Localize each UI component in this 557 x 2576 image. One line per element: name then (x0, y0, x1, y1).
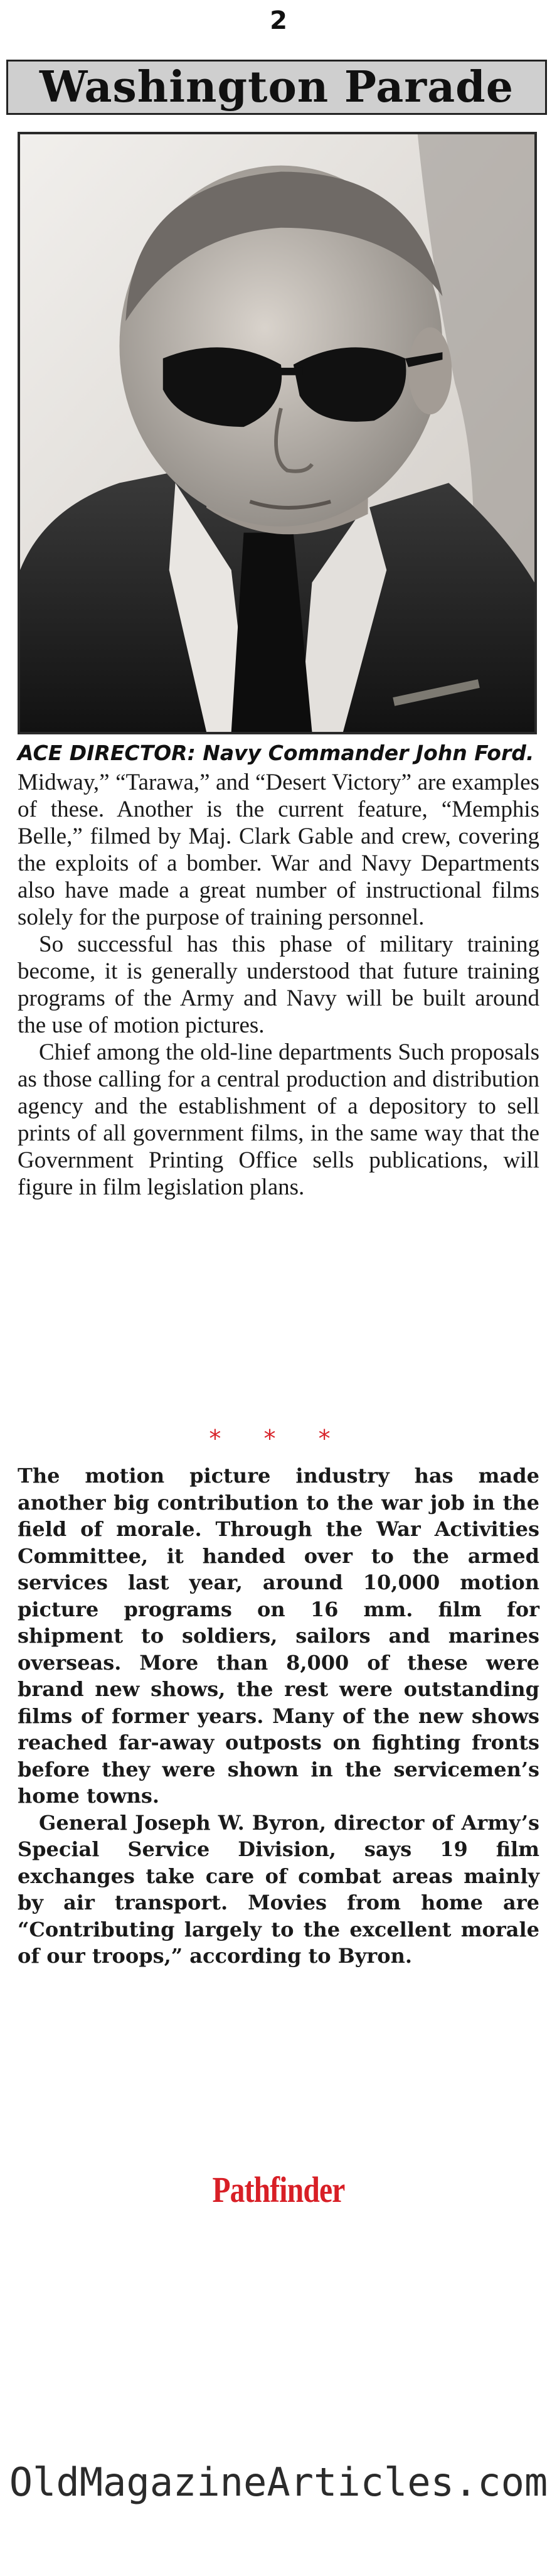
article-paragraph: So successful has this phase of military training become, it is generally understood that future training programs of the Army and Navy will be built around the use of motion pictures. (18, 931, 539, 1038)
source-watermark: OldMagazineArticles.com (9, 2459, 548, 2505)
portrait-photo (18, 132, 537, 734)
article-paragraph: Chief among the old-line departments Such proposals as those calling for a central production and distribution agency and the establishment of a depository to sell prints of all government films, in the same way that the Government Printing Office sells publications, will figure in film legislation plans. (18, 1039, 539, 1200)
section-masthead (6, 60, 547, 115)
bold-paragraph: The motion picture industry has made another big contribution to the war job in the field of morale. Through the War Activities Committee, it handed over to the armed services last year, around 10,000 motion picture programs on 16 mm. film for shipment to soldiers, sailors and marines overseas. More than 8,000 of these were brand new shows, the rest were outstanding films of former years. Many of the new shows reached far-away outposts on fighting fronts before they were shown in the servicemen’s home towns. (18, 1464, 539, 1808)
page-number: 2 (270, 6, 287, 35)
bold-paragraph: General Joseph W. Byron, director of Army’s Special Service Division, says 19 film exchanges take care of combat areas mainly by air transport. Movies from home are “Contributing largely to the excellent morale of our troops,” according to Byron. (18, 1810, 539, 1968)
section-title: Washington Parade (39, 62, 514, 112)
section-separator: * * * (209, 1425, 348, 1452)
photo-caption: ACE DIRECTOR: Navy Commander John Ford. (18, 741, 534, 765)
article-body (18, 769, 539, 1201)
article-bold-body (18, 1462, 539, 1970)
article-paragraph: Midway,” “Tarawa,” and “Desert Victory” are examples of these. Another is the current feature, “Memphis Belle,” filmed by Maj. Clark Gable and crew, covering the exploits of a bomber. War and Navy Departments also have made a great number of instructional films solely for the purpose of training personnel. (18, 770, 539, 930)
publication-logo: Pathfinder (212, 2169, 345, 2210)
portrait-illustration (20, 134, 534, 732)
